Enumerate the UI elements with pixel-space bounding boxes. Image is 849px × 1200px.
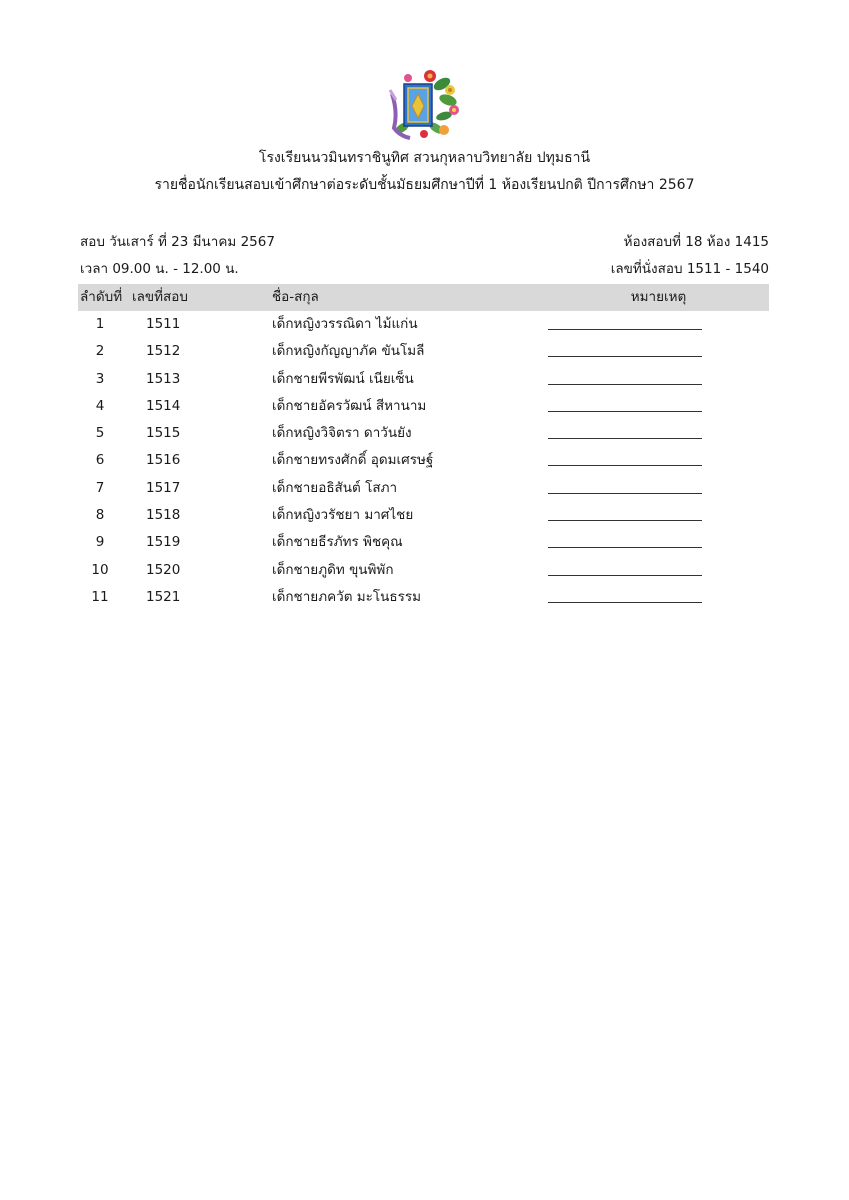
exam-date: สอบ วันเสาร์ ที่ 23 มีนาคม 2567 [80, 234, 275, 250]
school-name: โรงเรียนนวมินทราชินูทิศ สวนกุหลาบวิทยาลัย ปทุมธานี [258, 150, 591, 166]
note-blank-line [548, 438, 702, 439]
table-row [78, 475, 769, 502]
table-row [78, 393, 769, 420]
row-name: เด็กชายภควัต มะโนธรรม [272, 588, 422, 605]
table-row [78, 584, 769, 611]
header-exam-id: เลขที่สอบ [132, 289, 188, 305]
note-blank-line [548, 520, 702, 521]
note-blank-line [548, 575, 702, 576]
table-row [78, 529, 769, 556]
table-row [78, 338, 769, 365]
row-seq: 8 [95, 507, 105, 524]
row-exam-id: 1521 [146, 588, 181, 605]
note-blank-line [548, 411, 702, 412]
table-row [78, 447, 769, 474]
header-seq: ลำดับที่ [80, 289, 123, 305]
row-exam-id: 1516 [146, 452, 181, 469]
row-seq: 4 [95, 397, 105, 414]
row-exam-id: 1511 [146, 316, 181, 332]
row-seq: 9 [95, 534, 105, 551]
exam-room: ห้องสอบที่ 18 ห้อง 1415 [623, 234, 769, 250]
table-row [78, 420, 769, 447]
row-name: เด็กหญิงวรัชยา มาศไชย [272, 507, 414, 524]
note-blank-line [548, 384, 702, 385]
table-row [78, 311, 769, 338]
table-row [78, 366, 769, 393]
note-blank-line [548, 356, 702, 357]
row-exam-id: 1512 [146, 343, 181, 360]
row-exam-id: 1519 [146, 534, 181, 551]
row-seq: 3 [95, 370, 105, 387]
row-seq: 10 [91, 561, 109, 578]
row-exam-id: 1515 [146, 425, 181, 442]
row-seq: 5 [95, 425, 105, 442]
row-exam-id: 1518 [146, 507, 181, 524]
row-name: เด็กชายอธิสันต์ โสภา [272, 479, 398, 496]
school-emblem-logo [384, 66, 464, 142]
note-blank-line [548, 329, 702, 330]
student-list [78, 311, 769, 611]
header-name: ชื่อ-สกุล [272, 289, 319, 305]
row-exam-id: 1513 [146, 370, 181, 387]
note-blank-line [548, 547, 702, 548]
table-row [78, 557, 769, 584]
row-name: เด็กหญิงกัญญาภัค ขันโมลี [272, 343, 425, 360]
document-subtitle: รายชื่อนักเรียนสอบเข้าศึกษาต่อระดับชั้นมัธยมศึกษาปีที่ 1 ห้องเรียนปกติ ปีการศึกษา 2567 [154, 177, 695, 193]
table-row [78, 502, 769, 529]
exam-time: เวลา 09.00 น. - 12.00 น. [80, 261, 239, 277]
row-name: เด็กชายธีรภัทร พิชคุณ [272, 534, 403, 551]
note-blank-line [548, 602, 702, 603]
header-note: หมายเหตุ [630, 289, 687, 305]
row-seq: 1 [95, 316, 105, 332]
row-name: เด็กชายภูดิท ขุนพิพัก [272, 561, 394, 578]
row-seq: 11 [91, 588, 109, 605]
row-name: เด็กชายพีรพัฒน์ เนียเซ็น [272, 370, 414, 387]
row-seq: 6 [95, 452, 105, 469]
row-name: เด็กหญิงวิจิตรา ดาวันยัง [272, 425, 412, 442]
seat-range: เลขที่นั่งสอบ 1511 - 1540 [610, 261, 769, 277]
row-name: เด็กชายทรงศักดิ์ อุดมเศรษฐ์ [272, 452, 434, 469]
row-exam-id: 1514 [146, 397, 181, 414]
row-name: เด็กชายอัครวัฒน์ สีหานาม [272, 397, 427, 414]
row-exam-id: 1520 [146, 561, 181, 578]
row-seq: 2 [95, 343, 105, 360]
row-seq: 7 [95, 479, 105, 496]
note-blank-line [548, 493, 702, 494]
note-blank-line [548, 465, 702, 466]
table-header [78, 284, 769, 311]
row-name: เด็กหญิงวรรณิดา ไม้แก่น [272, 316, 418, 332]
row-exam-id: 1517 [146, 479, 181, 496]
